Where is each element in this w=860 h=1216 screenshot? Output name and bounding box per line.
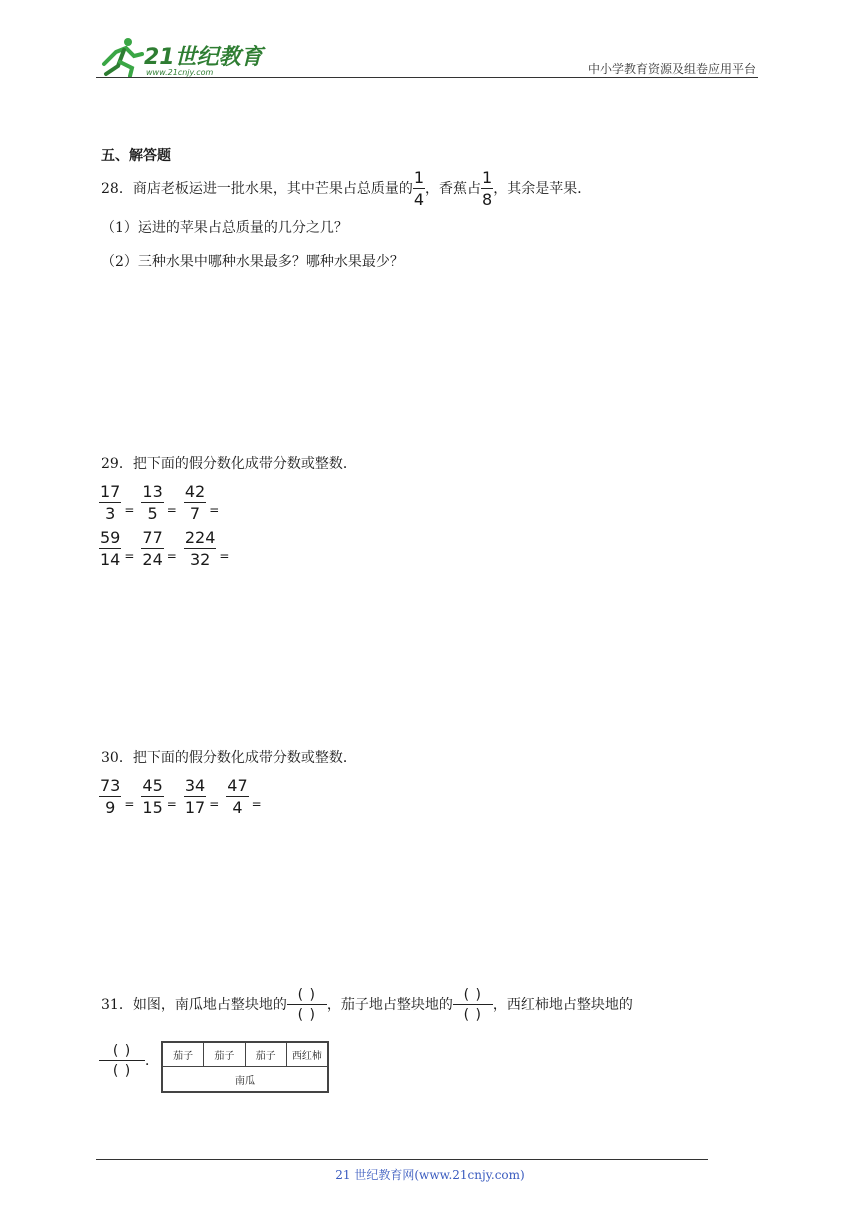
fraction-denominator: 4	[232, 798, 243, 817]
fraction-numerator: 42	[184, 482, 206, 501]
field-diagram	[161, 1041, 329, 1093]
fraction-bar	[141, 548, 163, 549]
fraction-numerator: 224	[184, 528, 216, 547]
fraction-denominator: 3	[105, 504, 116, 523]
fraction-numerator: 73	[100, 776, 121, 795]
improper-fraction	[141, 778, 163, 816]
q28-fraction-banana	[481, 170, 493, 208]
blank-numerator: ( )	[112, 1043, 132, 1059]
fraction-numerator: 1	[413, 168, 425, 187]
logo-url: www.21cnjy.com	[146, 68, 214, 77]
equals-sign: =	[166, 549, 177, 563]
equals-sign: =	[251, 797, 262, 811]
fraction-denominator: 9	[105, 798, 116, 817]
equals-sign: =	[124, 503, 135, 517]
blank-numerator: ( )	[297, 987, 317, 1003]
fraction-numerator: 17	[100, 482, 121, 501]
equals-sign: =	[219, 549, 230, 563]
equals-sign: =	[209, 797, 220, 811]
q28-pre: 28．商店老板运进一批水果，其中芒果占总质量的	[101, 181, 413, 197]
fraction-numerator: 47	[227, 776, 248, 795]
logo-text: 21世纪教育	[144, 45, 263, 70]
field-cell-tomato: 西红柿	[291, 1051, 322, 1062]
field-cell-eggplant: 茄子	[204, 1043, 245, 1066]
equals-sign: =	[124, 797, 135, 811]
fraction-denominator: 5	[147, 504, 158, 523]
answer-blank-fraction[interactable]	[287, 988, 327, 1022]
q28-fraction-mango	[413, 170, 425, 208]
fraction-bar	[141, 502, 163, 503]
fraction-denominator: 8	[482, 190, 493, 209]
fraction-numerator: 34	[184, 776, 206, 795]
q29-row-1	[99, 484, 223, 522]
runner-icon	[104, 38, 142, 76]
site-logo	[96, 34, 266, 78]
fraction-bar	[99, 1060, 145, 1061]
q30-row-1	[99, 778, 266, 816]
fraction-bar	[481, 188, 493, 189]
footer-link[interactable]: 21 世纪教育网(www.21cnjy.com)	[335, 1168, 525, 1182]
fraction-bar	[141, 796, 163, 797]
fraction-denominator: 24	[142, 550, 163, 569]
fraction-bar	[287, 1004, 327, 1005]
fraction-bar	[184, 502, 206, 503]
fraction-bar	[99, 548, 121, 549]
equals-sign: =	[166, 503, 177, 517]
q31-pre: 31．如图，南瓜地占整块地的	[101, 997, 287, 1013]
question-29: 29．把下面的假分数化成带分数或整数．	[101, 456, 357, 472]
q28-subquestion-2: （2）三种水果中哪种水果最多？哪种水果最少？	[101, 254, 404, 270]
improper-fraction	[184, 484, 206, 522]
fraction-denominator: 15	[142, 798, 163, 817]
improper-fraction	[184, 778, 206, 816]
improper-fraction	[226, 778, 248, 816]
fraction-denominator: 17	[184, 798, 206, 817]
fraction-numerator: 59	[100, 528, 121, 547]
header-tagline: 中小学教育资源及组卷应用平台	[587, 62, 756, 76]
question-28	[101, 170, 591, 208]
fraction-numerator: 77	[142, 528, 163, 547]
question-30: 30．把下面的假分数化成带分数或整数．	[101, 750, 357, 766]
field-cell-eggplant: 茄子	[246, 1043, 287, 1066]
fraction-bar	[99, 502, 121, 503]
fraction-numerator: 1	[482, 168, 493, 187]
fraction-bar	[453, 1004, 493, 1005]
q28-subquestion-1: （1）运进的苹果占总质量的几分之几？	[101, 220, 348, 236]
blank-denominator: ( )	[297, 1007, 317, 1023]
footer-divider	[96, 1159, 708, 1160]
header-divider	[96, 77, 758, 78]
improper-fraction	[99, 484, 121, 522]
improper-fraction	[99, 778, 121, 816]
blank-denominator: ( )	[463, 1007, 483, 1023]
q28-post: ，其余是苹果．	[493, 181, 592, 197]
q31-end: ．	[145, 1053, 159, 1069]
improper-fraction	[141, 530, 163, 568]
equals-sign: =	[209, 503, 220, 517]
q28-mid: ，香蕉占	[425, 181, 482, 197]
q31-line-2	[99, 1044, 159, 1078]
fraction-bar	[413, 188, 425, 189]
fraction-denominator: 14	[100, 550, 121, 569]
field-cell-eggplant: 茄子	[163, 1043, 204, 1066]
fraction-bar	[184, 548, 217, 549]
fraction-numerator: 45	[142, 776, 163, 795]
q31-post: ，西红柿地占整块地的	[492, 997, 633, 1013]
improper-fraction	[141, 484, 163, 522]
blank-numerator: ( )	[463, 987, 483, 1003]
fraction-bar	[184, 796, 206, 797]
fraction-bar	[99, 796, 121, 797]
equals-sign: =	[166, 797, 177, 811]
fraction-denominator: 32	[189, 550, 211, 569]
fraction-numerator: 13	[142, 482, 163, 501]
fraction-denominator: 7	[189, 504, 201, 523]
field-top-row	[163, 1043, 327, 1067]
equals-sign: =	[124, 549, 135, 563]
fraction-bar	[226, 796, 248, 797]
improper-fraction	[184, 530, 217, 568]
answer-blank-fraction[interactable]	[99, 1044, 145, 1078]
improper-fraction	[99, 530, 121, 568]
fraction-denominator: 4	[413, 190, 425, 209]
q31-mid: ，茄子地占整块地的	[326, 997, 453, 1013]
q29-row-2	[99, 530, 233, 568]
answer-blank-fraction[interactable]	[453, 988, 493, 1022]
question-31	[101, 988, 633, 1022]
field-cell-pumpkin: 南瓜	[235, 1076, 255, 1087]
section-title: 五、解答题	[101, 148, 171, 164]
blank-denominator: ( )	[112, 1063, 132, 1079]
